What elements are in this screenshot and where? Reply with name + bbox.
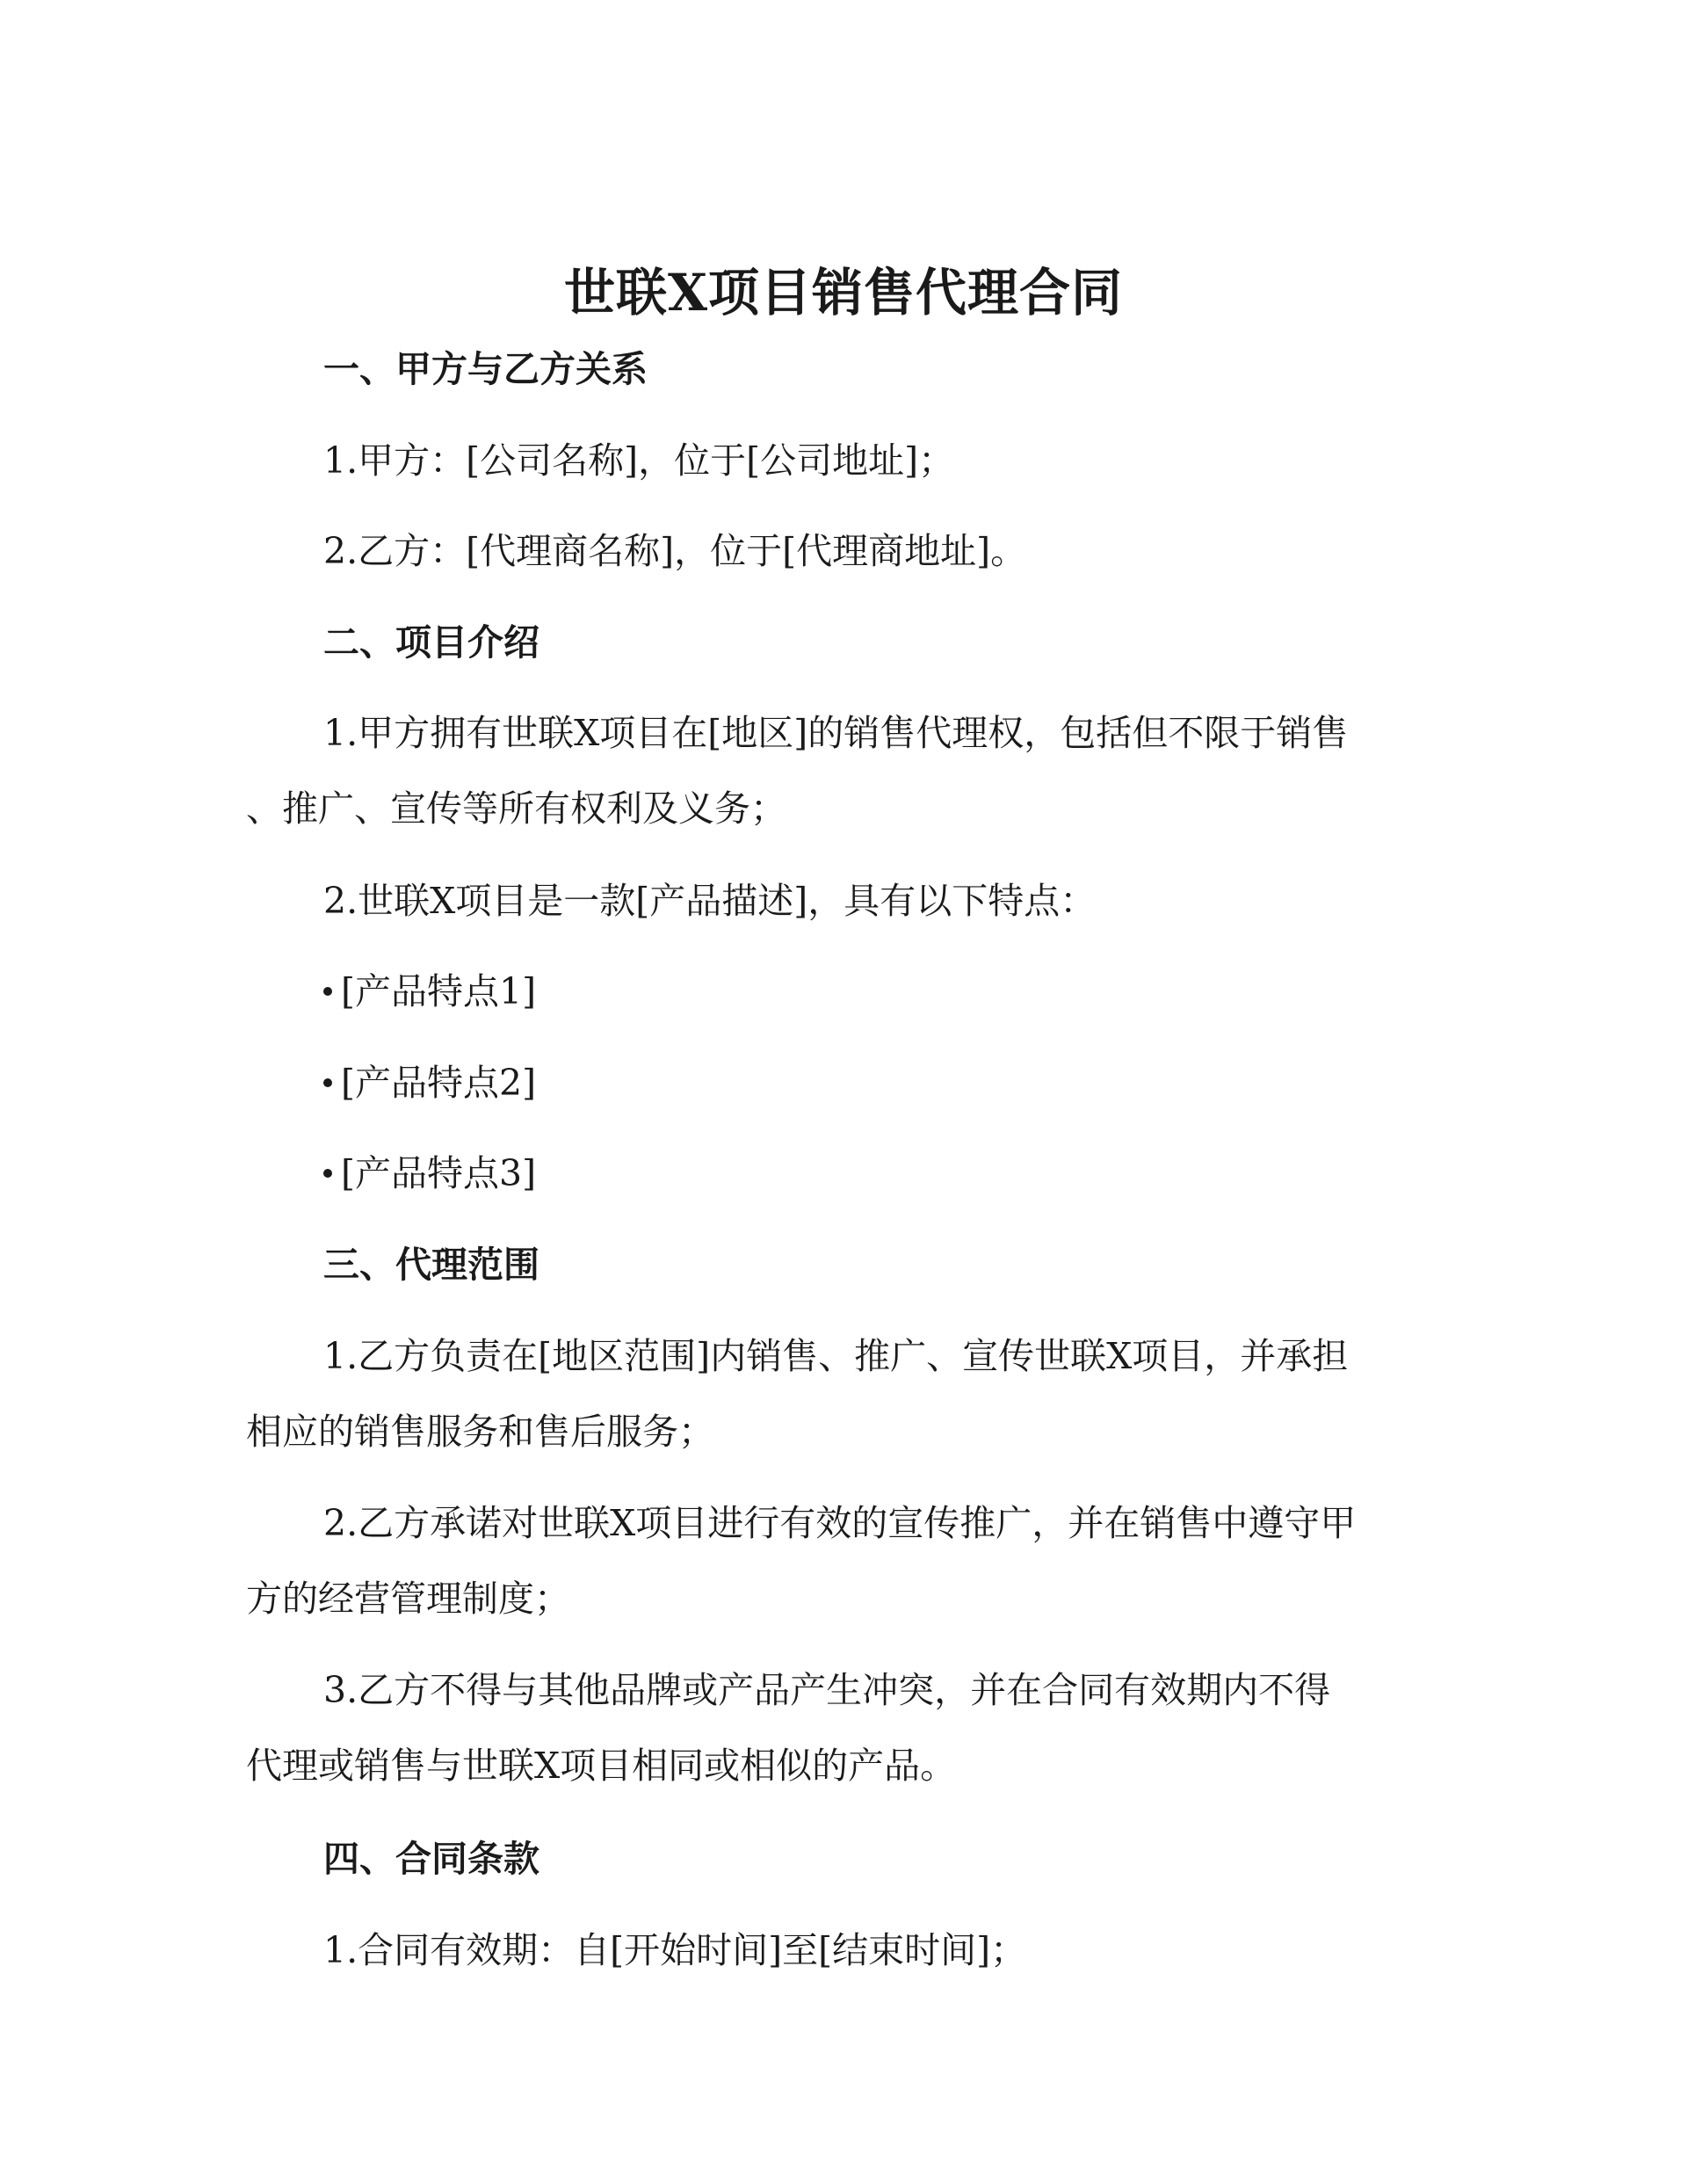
paragraph-scope-2-line1: 2.乙方承诺对世联X项目进行有效的宣传推广，并在销售中遵守甲 — [323, 1502, 1357, 1544]
document-title: 世联X项目销售代理合同 — [563, 263, 1123, 323]
list-item — [0, 1060, 1687, 1106]
list-item — [0, 969, 1687, 1014]
bullet-icon — [323, 1078, 332, 1087]
paragraph-scope-3-line1: 3.乙方不得与其他品牌或产品产生冲突，并在合同有效期内不得 — [323, 1669, 1331, 1711]
paragraph-product-description: 2.世联X项目是一款[产品描述]，具有以下特点： — [323, 880, 1097, 922]
section-heading-4: 四、合同条款 — [323, 1838, 539, 1880]
bullet-text: [产品特点2] — [341, 1062, 537, 1104]
bullet-text: [产品特点1] — [341, 970, 537, 1012]
bullet-icon — [323, 1169, 332, 1178]
paragraph-contract-term: 1.合同有效期：自[开始时间]至[结束时间]； — [323, 1929, 1027, 1971]
list-item — [0, 1150, 1687, 1196]
paragraph-project-intro-line2: 、推广、宣传等所有权利及义务； — [246, 787, 786, 830]
paragraph-project-intro-line1: 1.甲方拥有世联X项目在[地区]的销售代理权，包括但不限于销售 — [323, 712, 1349, 754]
paragraph-scope-2-line2: 方的经营管理制度； — [246, 1578, 570, 1620]
bullet-icon — [323, 987, 332, 996]
paragraph-scope-1-line2: 相应的销售服务和售后服务； — [246, 1411, 714, 1453]
paragraph-scope-3-line2: 代理或销售与世联X项目相同或相似的产品。 — [246, 1745, 957, 1787]
paragraph-party-b: 2.乙方：[代理商名称]，位于[代理商地址]。 — [323, 530, 1027, 572]
paragraph-party-a: 1.甲方：[公司名称]，位于[公司地址]； — [323, 439, 955, 482]
bullet-text: [产品特点3] — [341, 1152, 537, 1194]
section-heading-1: 一、甲方与乙方关系 — [323, 348, 648, 390]
paragraph-scope-1-line1: 1.乙方负责在[地区范围]内销售、推广、宣传世联X项目，并承担 — [323, 1335, 1349, 1377]
section-heading-2: 二、项目介绍 — [323, 621, 539, 664]
section-heading-3: 三、代理范围 — [323, 1244, 539, 1286]
